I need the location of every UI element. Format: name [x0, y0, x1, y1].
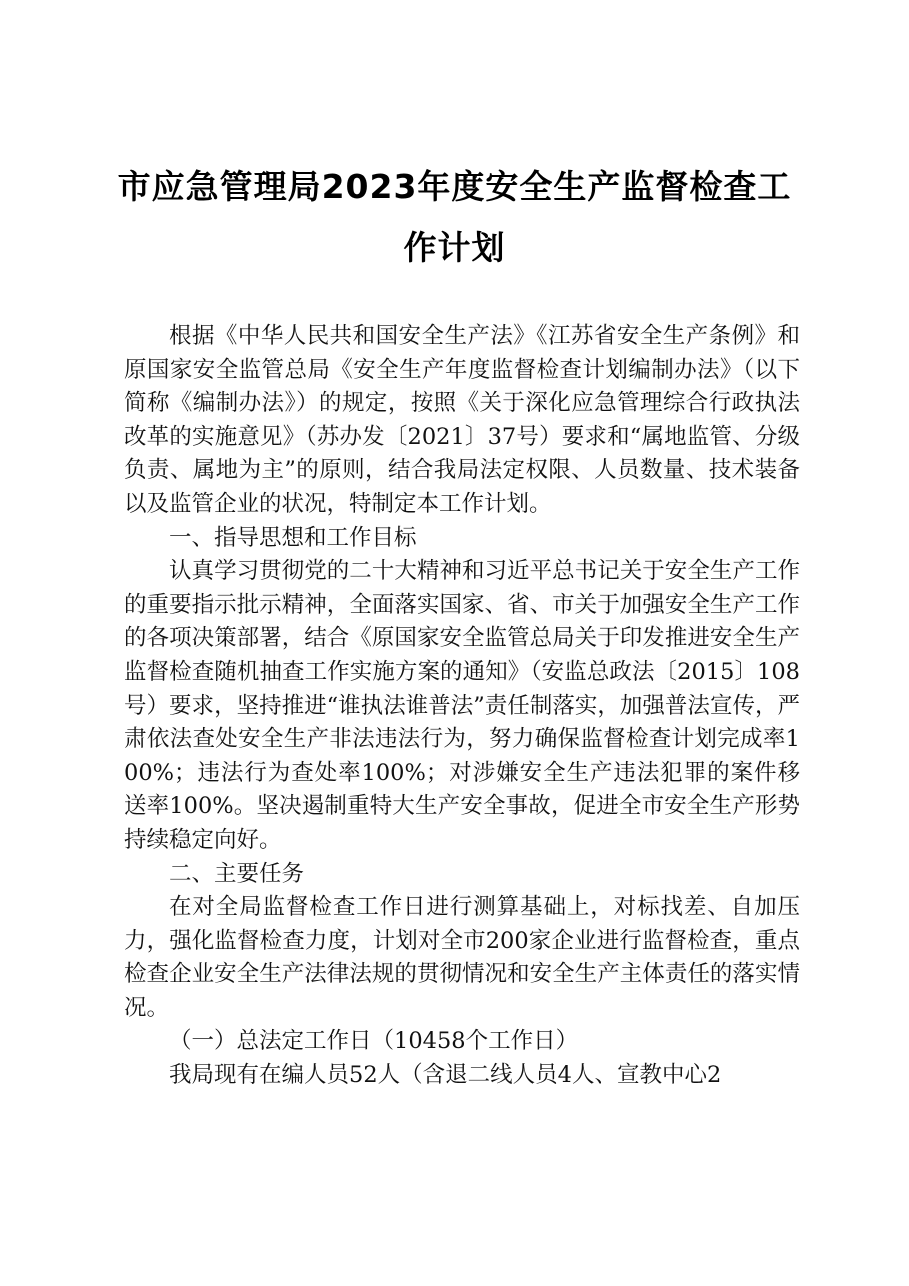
subsection-heading-1: （一）总法定工作日（10458个工作日） [169, 1028, 579, 1055]
document-body [124, 320, 800, 1093]
paragraph-intro: 根据《中华人民共和国安全生产法》《江苏省安全生产条例》和原国家安全监管总局《安全生产年度监督检查计划编制办法》（以下简称《编制办法》）的规定，按照《关于深化应急管理综合行政执法改革的实施意见》（苏办发〔2021〕37号）要求和“属地监管、分级负责、属地为主”的原则，结合我局法定权限、人员数量、技术装备以及监管企业的状况，特制定本工作计划。 [124, 323, 800, 517]
document-title-line-1: 市应急管理局2023年度安全生产监督检查工 [117, 167, 792, 206]
paragraph-guiding-goals: 认真学习贯彻党的二十大精神和习近平总书记关于安全生产工作的重要指示批示精神，全面落实国家、省、市关于加强安全生产工作的各项决策部署，结合《原国家安全监管总局关于印发推进安全生产监督检查随机抽查工作实施方案的通知》（安监总政法〔2015〕108号）要求，坚持推进“谁执法谁普法”责任制落实，加强普法宣传，严肃依法查处安全生产非法违法行为，努力确保监督检查计划完成率100%；违法行为查处率100%；对涉嫌安全生产违法犯罪的案件移送率100%。坚决遏制重特大生产安全事故，促进全市安全生产形势持续稳定向好。 [124, 558, 800, 853]
section-heading-2: 二、主要任务 [169, 860, 305, 887]
paragraph-staffing: 我局现有在编人员52人（含退二线人员4人、宣教中心2 [169, 1062, 722, 1089]
document-title-line-2: 作计划 [403, 228, 506, 267]
paragraph-main-tasks: 在对全局监督检查工作日进行测算基础上，对标找差、自加压力，强化监督检查力度，计划对全市200家企业进行监督检查，重点检查企业安全生产法律法规的贯彻情况和安全生产主体责任的落实情况。 [124, 894, 800, 1021]
section-heading-1: 一、指导思想和工作目标 [169, 524, 417, 551]
